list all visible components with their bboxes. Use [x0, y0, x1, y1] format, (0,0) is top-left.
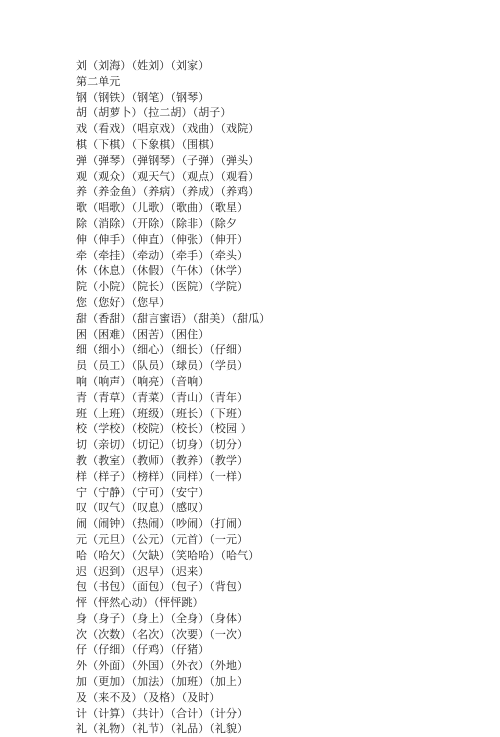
vocabulary-line: 元（元旦）（公元）（元首）（一元）: [76, 532, 249, 546]
vocabulary-line: 计（计算）（共计）（合计）（计分）: [76, 706, 249, 720]
vocabulary-line: 哈（哈欠）（欠缺）（笑哈哈）（哈气）: [76, 548, 260, 562]
section-heading: 第二单元: [76, 74, 121, 88]
vocabulary-line: 响（响声）（响亮）（音响）: [76, 374, 210, 388]
vocabulary-line: 刘（刘海）（姓刘）（刘家）: [76, 59, 210, 72]
vocabulary-line: 员（员工）（队员）（球员）（学员）: [76, 359, 249, 373]
vocabulary-line: 甜（香甜）（甜言蜜语）（甜美）（甜瓜）: [76, 311, 271, 325]
vocabulary-line: 除（消除）（开除）（除非）（除夕: [76, 216, 238, 230]
vocabulary-line: 细（细小）（细心）（细长）（仔细）: [76, 343, 249, 357]
vocabulary-line: 闹（闹钟）（热闹）（吵闹）（打闹）: [76, 517, 249, 531]
vocabulary-line: 青（青草）（青菜）（青山）（青年）: [76, 390, 249, 404]
vocabulary-line: 礼（礼物）（礼节）（礼品）（礼貌）: [76, 722, 249, 736]
vocabulary-line: 怦（怦然心动）（怦怦跳）: [76, 596, 204, 610]
vocabulary-list: [76, 58, 270, 737]
vocabulary-line: 加（更加）（加法）（加班）（加上）: [76, 675, 249, 689]
vocabulary-line: 歌（唱歌）（儿歌）（歌曲）（歌星）: [76, 201, 249, 215]
vocabulary-line: 切（亲切）（切记）（切身）（切分）: [76, 438, 249, 452]
vocabulary-line: 弹（弹琴）（弹钢琴）（子弹）（弹头）: [76, 153, 260, 167]
vocabulary-line: 您（您好）（您早）: [76, 295, 171, 309]
vocabulary-line: 身（身子）（身上）（全身）（身体）: [76, 611, 249, 625]
vocabulary-line: 叹（叹气）（叹息）（感叹）: [76, 501, 210, 515]
vocabulary-line: 观（观众）（观天气）（观点）（观看）: [76, 169, 260, 183]
vocabulary-line: 宁（宁静）（宁可）（安宁）: [76, 485, 210, 499]
vocabulary-line: 次（次数）（名次）（次要）（一次）: [76, 627, 249, 641]
vocabulary-line: 仔（仔细）（仔鸡）（仔猪）: [76, 643, 210, 657]
vocabulary-line: 钢（钢铁）（钢笔）（钢琴）: [76, 90, 210, 104]
vocabulary-line: 迟（迟到）（迟早）（迟来）: [76, 564, 210, 578]
vocabulary-line: 休（休息）（休假）（午休）（休学）: [76, 264, 249, 278]
vocabulary-line: 困（困难）（困苦）（困住）: [76, 327, 210, 341]
vocabulary-line: 棋（下棋）（下象棋）（围棋）: [76, 137, 221, 151]
vocabulary-line: 牵（牵挂）（牵动）（牵手）（牵头）: [76, 248, 249, 262]
vocabulary-line: 教（教室）（教师）（教养）（教学）: [76, 453, 249, 467]
vocabulary-line: 胡（胡萝卜）（拉二胡）（胡子）: [76, 106, 232, 120]
vocabulary-line: 戏（看戏）（唱京戏）（戏曲）（戏院）: [76, 122, 260, 136]
vocabulary-line: 校（学校）（校院）（校长）（校园 ）: [76, 422, 252, 436]
vocabulary-line: 班（上班）（班级）（班长）（下班）: [76, 406, 249, 420]
vocabulary-line: 养（养金鱼）（养病）（养成）（养鸡）: [76, 185, 260, 199]
vocabulary-line: 伸（伸手）（伸直）（伸张）（伸开）: [76, 232, 249, 246]
vocabulary-line: 样（样子）（榜样）（同样）（一样）: [76, 469, 249, 483]
vocabulary-line: 及（来不及）（及格）（及时）: [76, 690, 221, 704]
vocabulary-line: 包（书包）（面包）（包子）（背包）: [76, 580, 249, 594]
vocabulary-line: 外（外面）（外国）（外衣）（外地）: [76, 659, 249, 673]
vocabulary-line: 院（小院）（院长）（医院）（学院）: [76, 280, 249, 294]
